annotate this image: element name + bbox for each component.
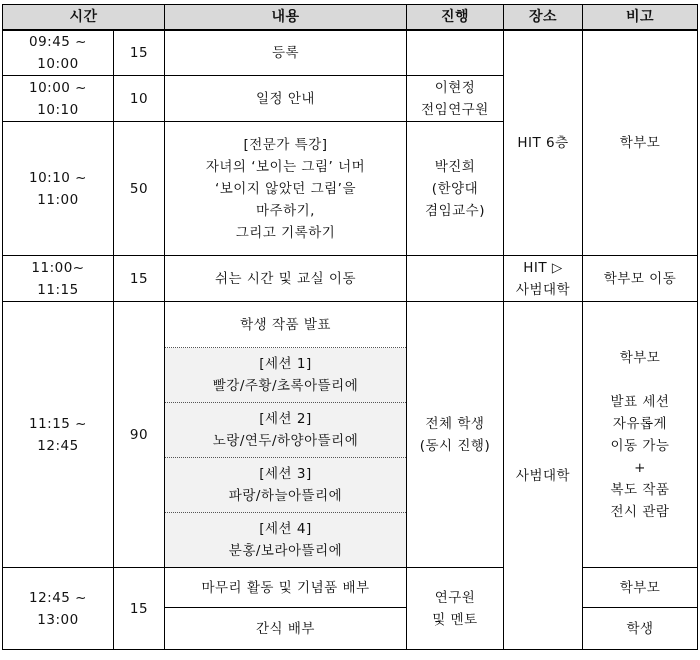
host-name: 박진희 <box>434 158 476 175</box>
session-cell <box>165 458 407 513</box>
note-cell: 학부모 <box>583 568 698 608</box>
note-line: 발표 세션 <box>610 393 670 410</box>
note-line: 학부모 <box>619 349 661 366</box>
time-end: 10:00 <box>37 56 79 72</box>
content-cell: 간식 배부 <box>165 608 407 650</box>
header-note: 비고 <box>583 5 698 31</box>
content-cell <box>165 122 407 256</box>
content-cell: 일정 안내 <box>165 76 407 122</box>
host-name: 전체 학생 <box>425 415 485 432</box>
place-from: HIT ▷ <box>523 259 563 276</box>
session-desc: 파랑/하늘아뜰리에 <box>228 488 343 504</box>
time-start: 10:00 ~ <box>28 79 87 96</box>
duration-cell: 15 <box>114 256 165 302</box>
duration-cell: 90 <box>114 302 165 568</box>
place-cell <box>504 256 583 302</box>
duration-cell: 10 <box>114 76 165 122</box>
note-cell: 학부모 이동 <box>583 256 698 302</box>
session-cell <box>165 403 407 458</box>
session-title: [세션 2] <box>259 411 312 427</box>
session-desc: 분홍/보라아뜰리에 <box>228 543 343 559</box>
content-cell: 쉬는 시간 및 교실 이동 <box>165 256 407 302</box>
time-start: 11:00~ <box>31 259 85 276</box>
table-row <box>3 568 698 608</box>
table-row <box>3 256 698 302</box>
time-start: 12:45 ~ <box>28 589 87 606</box>
schedule-table <box>2 4 698 650</box>
host-cell <box>407 568 504 650</box>
header-content: 내용 <box>165 5 407 31</box>
note-line: 복도 작품 <box>610 481 670 498</box>
session-title: [세션 1] <box>259 356 312 372</box>
duration-cell: 15 <box>114 30 165 76</box>
session-title: [세션 4] <box>259 521 312 537</box>
host-cell <box>407 256 504 302</box>
place-to: 사범대학 <box>515 281 571 298</box>
time-start: 11:15 ~ <box>28 415 87 432</box>
time-end: 12:45 <box>37 437 79 454</box>
host-title: 전임연구원 <box>421 101 489 118</box>
lecture-title-line: 그리고 기록하기 <box>235 224 336 241</box>
host-cell <box>407 302 504 568</box>
content-cell: 등록 <box>165 30 407 76</box>
host-title: 겸임교수) <box>425 202 485 219</box>
time-end: 11:00 <box>37 191 79 208</box>
table-row <box>3 302 698 348</box>
time-cell <box>3 76 114 122</box>
session-cell <box>165 513 407 568</box>
header-row <box>3 5 698 31</box>
lecture-title-line: 자녀의 ‘보이는 그림’ 너머 <box>205 158 366 175</box>
header-host: 진행 <box>407 5 504 31</box>
duration-cell: 15 <box>114 568 165 650</box>
note-line: 전시 관람 <box>610 503 670 520</box>
host-name: 연구원 <box>434 589 476 606</box>
note-cell: 학부모 <box>583 30 698 256</box>
host-cell <box>407 76 504 122</box>
host-affiliation: (한양대 <box>431 180 479 197</box>
time-start: 09:45 ~ <box>28 34 87 50</box>
session-desc: 빨강/주황/초록아뜰리에 <box>212 378 359 394</box>
note-cell: 학생 <box>583 608 698 650</box>
place-cell: 사범대학 <box>504 302 583 650</box>
presentation-title: 학생 작품 발표 <box>165 302 407 348</box>
header-place: 장소 <box>504 5 583 31</box>
time-end: 11:15 <box>37 281 79 298</box>
host-name: 이현정 <box>434 79 476 96</box>
note-line: 이동 가능 <box>610 437 670 454</box>
content-cell: 마무리 활동 및 기념품 배부 <box>165 568 407 608</box>
note-line <box>587 369 693 391</box>
note-line: 자유롭게 <box>612 415 668 432</box>
time-end: 10:10 <box>37 101 79 118</box>
place-cell: HIT 6층 <box>504 30 583 256</box>
time-cell <box>3 568 114 650</box>
time-start: 10:10 ~ <box>28 169 87 186</box>
time-cell <box>3 122 114 256</box>
time-cell <box>3 256 114 302</box>
session-cell <box>165 348 407 403</box>
host-cell <box>407 30 504 76</box>
note-line: + <box>634 459 646 476</box>
time-cell <box>3 302 114 568</box>
lecture-title-line: ‘보이지 않았던 그림’을 <box>214 180 357 197</box>
lecture-title-line: 마주하기, <box>256 202 315 219</box>
session-title: [세션 3] <box>259 466 312 482</box>
duration-cell: 50 <box>114 122 165 256</box>
host-note: (동시 진행) <box>419 437 491 454</box>
session-desc: 노랑/연두/하양아뜰리에 <box>212 433 359 449</box>
table-row <box>3 30 698 76</box>
header-time: 시간 <box>3 5 165 31</box>
note-cell <box>583 302 698 568</box>
host-cell <box>407 122 504 256</box>
time-cell <box>3 30 114 76</box>
lecture-label: [전문가 특강] <box>243 136 328 153</box>
time-end: 13:00 <box>37 611 79 628</box>
host-name: 및 멘토 <box>432 611 478 628</box>
